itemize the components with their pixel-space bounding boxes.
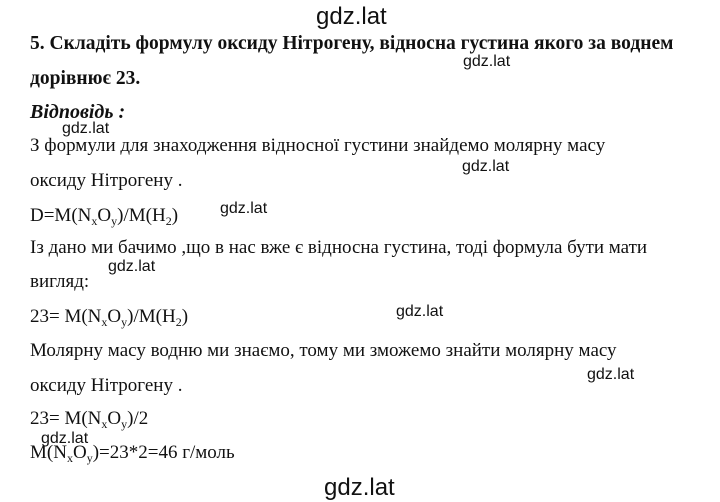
task-line-1: 5. Складіть формулу оксиду Нітрогену, відносна густина якого за воднем bbox=[30, 33, 674, 54]
paragraph-line: З формули для знаходження відносної густини знайдемо молярну масу bbox=[30, 135, 606, 156]
watermark: gdz.lat bbox=[462, 158, 510, 175]
paragraph-line: Молярну масу водню ми знаємо, тому ми зможемо знайти молярну масу bbox=[30, 340, 617, 361]
formula-result: $M(N_xO_y)=23*2=46$ г/моль bbox=[30, 442, 235, 465]
watermark: gdz.lat bbox=[41, 430, 89, 447]
formula-molar-mass: $23= M(N_xO_y)/2$ bbox=[30, 408, 149, 431]
formula-substituted: $23= M(N_xO_y)/M(H_2)$ bbox=[30, 306, 189, 329]
watermark: gdz.lat bbox=[587, 366, 635, 383]
watermark: gdz.lat bbox=[463, 53, 511, 70]
task-line-2: дорівнює 23. bbox=[30, 68, 141, 89]
watermark-bottom: gdz.lat bbox=[324, 474, 395, 501]
watermark: gdz.lat bbox=[396, 303, 444, 320]
paragraph-line: Із дано ми бачимо ,що в нас вже є відносна густина, тоді формула бути мати bbox=[30, 237, 648, 258]
paragraph-line: вигляд: bbox=[30, 271, 90, 292]
watermark: gdz.lat bbox=[108, 258, 156, 275]
watermark: gdz.lat bbox=[220, 200, 268, 217]
paragraph-line: оксиду Нітрогену . bbox=[30, 375, 183, 396]
answer-heading: Відповідь : bbox=[30, 101, 126, 123]
watermark: gdz.lat bbox=[62, 120, 110, 137]
formula-density: $D=M(N_xO_y)/M(H_2)$ bbox=[30, 205, 179, 228]
paragraph-line: оксиду Нітрогену . bbox=[30, 170, 183, 191]
watermark-top: gdz.lat bbox=[316, 3, 387, 30]
